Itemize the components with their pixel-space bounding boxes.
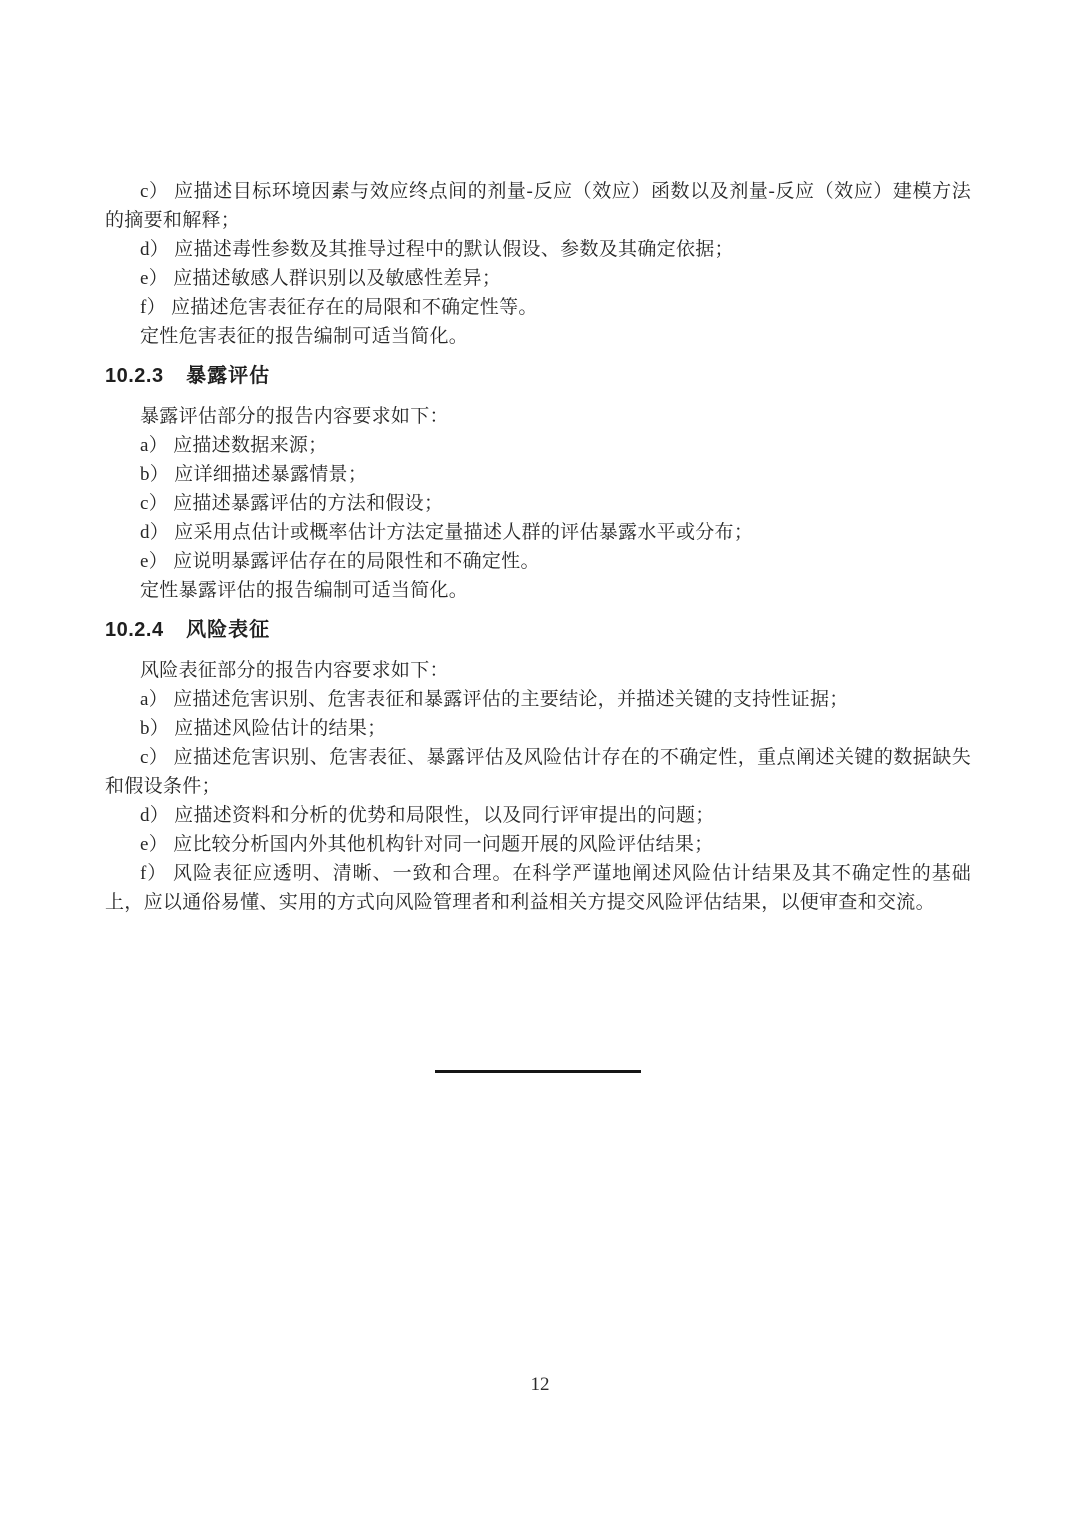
paragraph-simplify-note: 定性危害表征的报告编制可适当简化。 — [140, 326, 469, 347]
section-number: 10.2.4 — [105, 619, 164, 641]
paragraph-intro: 暴露评估部分的报告内容要求如下： — [140, 406, 449, 427]
page-number: 12 — [530, 1374, 550, 1395]
list-item-e: e） 应说明暴露评估存在的局限性和不确定性。 — [140, 551, 540, 572]
list-item-e: e） 应描述敏感人群识别以及敏感性差异； — [140, 268, 502, 289]
list-item-a: a） 应描述危害识别、危害表征和暴露评估的主要结论，并描述关键的支持性证据； — [140, 689, 849, 710]
list-item-f: f） 应描述危害表征存在的局限和不确定性等。 — [140, 297, 538, 318]
section-title: 风险表征 — [186, 619, 271, 641]
list-item-e: e） 应比较分析国内外其他机构针对同一问题开展的风险评估结果； — [140, 834, 714, 855]
list-item-b: b） 应描述风险估计的结果； — [140, 718, 387, 739]
list-item-f: f） 风险表征应透明、清晰、一致和合理。在科学严谨地阐述风险估计结果及其不确定性的基础上，应以通俗易懂、实用的方式向风险管理者和利益相关方提交风险评估结果，以便审查和交流。 — [105, 863, 971, 913]
list-item-d: d） 应描述毒性参数及其推导过程中的默认假设、参数及其确定依据； — [140, 239, 734, 260]
list-item-c: c） 应描述暴露评估的方法和假设； — [140, 493, 444, 514]
list-item-b: b） 应详细描述暴露情景； — [140, 464, 368, 485]
section-heading-exposure-assessment — [105, 362, 971, 391]
section-heading-risk-characterization — [105, 616, 971, 645]
section-title: 暴露评估 — [186, 365, 271, 387]
list-item-c: c） 应描述危害识别、危害表征、暴露评估及风险估计存在的不确定性，重点阐述关键的数据缺失和假设条件； — [105, 747, 971, 797]
section-number: 10.2.3 — [105, 365, 164, 387]
list-item-c: c） 应描述目标环境因素与效应终点间的剂量-反应（效应）函数以及剂量-反应（效应）建模方法的摘要和解释； — [105, 181, 971, 231]
list-item-d: d） 应描述资料和分析的优势和局限性，以及同行评审提出的问题； — [140, 805, 715, 826]
end-of-document-divider — [435, 1070, 641, 1073]
paragraph-intro: 风险表征部分的报告内容要求如下： — [140, 660, 449, 681]
list-item-a: a） 应描述数据来源； — [140, 435, 328, 456]
list-item-d: d） 应采用点估计或概率估计方法定量描述人群的评估暴露水平或分布； — [140, 522, 754, 543]
document-content — [105, 177, 971, 1073]
paragraph-simplify-note: 定性暴露评估的报告编制可适当简化。 — [140, 580, 469, 601]
